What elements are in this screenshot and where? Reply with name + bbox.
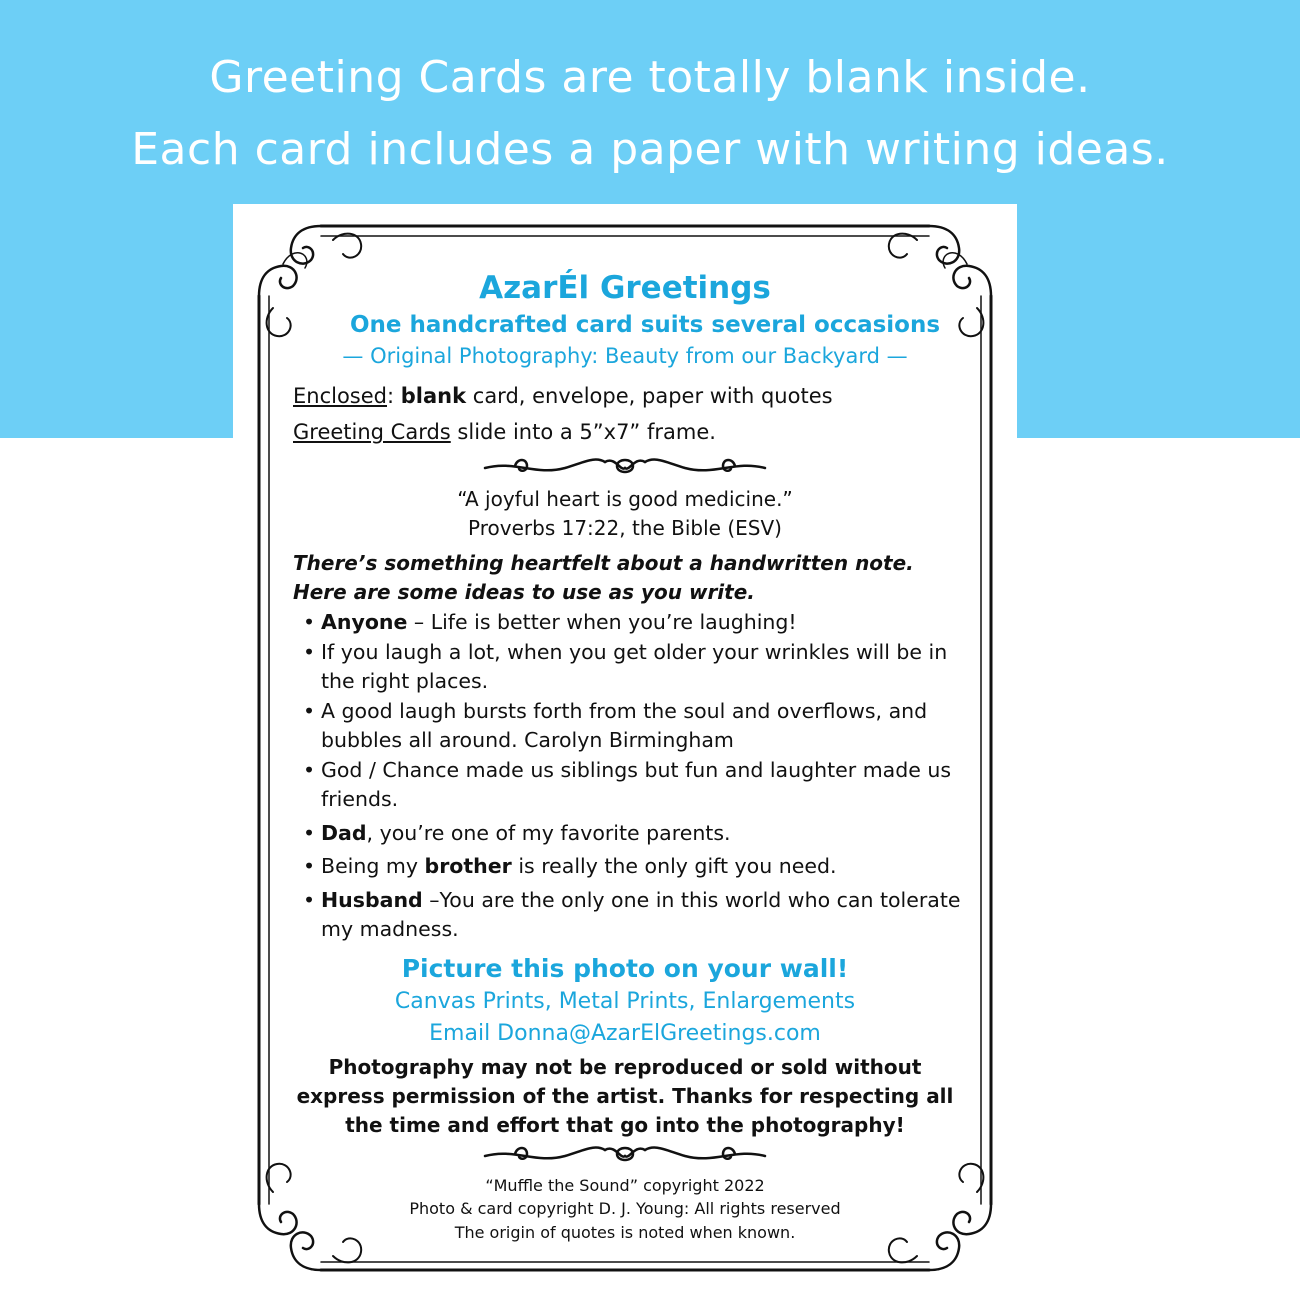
frame-rest: slide into a 5”x7” frame. (450, 420, 716, 444)
legal-line-2: express permission of the artist. Thanks for respecting all (296, 1084, 954, 1108)
copyright-line: Photo & card copyright D. J. Young: All rights reserved (409, 1199, 841, 1218)
subtagline: — Original Photography: Beauty from our Backyard — (342, 344, 908, 368)
idea-text: If you laugh a lot, when you get older your wrinkles will be in the right places. (321, 639, 948, 693)
enclosed-label: Enclosed (293, 384, 387, 408)
frame-line (293, 420, 716, 444)
quote-text: “A joyful heart is good medicine.” (457, 487, 793, 511)
idea-text: – Life is better when you’re laughing! (407, 610, 797, 634)
enclosed-rest: card, envelope, paper with quotes (466, 384, 833, 408)
ideas-list (301, 608, 981, 945)
quote-source: Proverbs 17:22, the Bible (ESV) (468, 516, 782, 540)
idea-text: , you’re one of my favorite parents. (366, 820, 731, 845)
idea-text: is really the only gift you need. (511, 854, 837, 878)
intro-line-2: Here are some ideas to use as you write. (293, 580, 755, 604)
enclosed-line (293, 384, 833, 408)
idea-bold: Husband (321, 887, 423, 912)
list-item (301, 886, 981, 945)
photo-title: “Muffle the Sound” copyright 2022 (485, 1176, 765, 1195)
enclosed-bold: blank (400, 384, 467, 408)
enclosed-sep: : (387, 384, 401, 408)
tagline: One handcrafted card suits several occasions (349, 312, 941, 338)
idea-text: God / Chance made us siblings but fun and laughter made us friends. (321, 757, 952, 811)
banner-headline-2: Each card includes a paper with writing ideas. (131, 124, 1169, 175)
list-item (301, 852, 981, 882)
list-item (301, 608, 981, 638)
idea-bold: brother (424, 854, 512, 878)
idea-bold: Anyone (321, 610, 408, 634)
intro-line-1: There’s something heartfelt about a handwritten note. (293, 551, 914, 575)
brand-title: AzarÉl Greetings (479, 270, 771, 306)
idea-bold: Dad (321, 820, 367, 845)
list-item (301, 756, 981, 815)
banner-headline-1: Greeting Cards are totally blank inside. (209, 52, 1091, 103)
info-card (233, 204, 1017, 1300)
email-link[interactable]: Email Donna@AzarElGreetings.com (429, 1021, 821, 1046)
idea-pre: Being my (321, 854, 425, 878)
prints-line: Canvas Prints, Metal Prints, Enlargements (394, 989, 856, 1014)
legal-line-3: the time and effort that go into the photography! (345, 1113, 905, 1137)
idea-text: A good laugh bursts forth from the soul and overflows, and bubbles all around. Carolyn Birmingham (321, 698, 928, 752)
list-item (301, 819, 981, 849)
frame-label: Greeting Cards (293, 420, 451, 444)
picture-heading: Picture this photo on your wall! (401, 954, 849, 983)
legal-line-1: Photography may not be reproduced or sold without (328, 1055, 922, 1079)
idea-text: –You are the only one in this world who can tolerate my madness. (321, 887, 961, 941)
list-item (301, 697, 981, 756)
quotes-note: The origin of quotes is noted when known. (454, 1223, 796, 1242)
list-item (301, 638, 981, 697)
